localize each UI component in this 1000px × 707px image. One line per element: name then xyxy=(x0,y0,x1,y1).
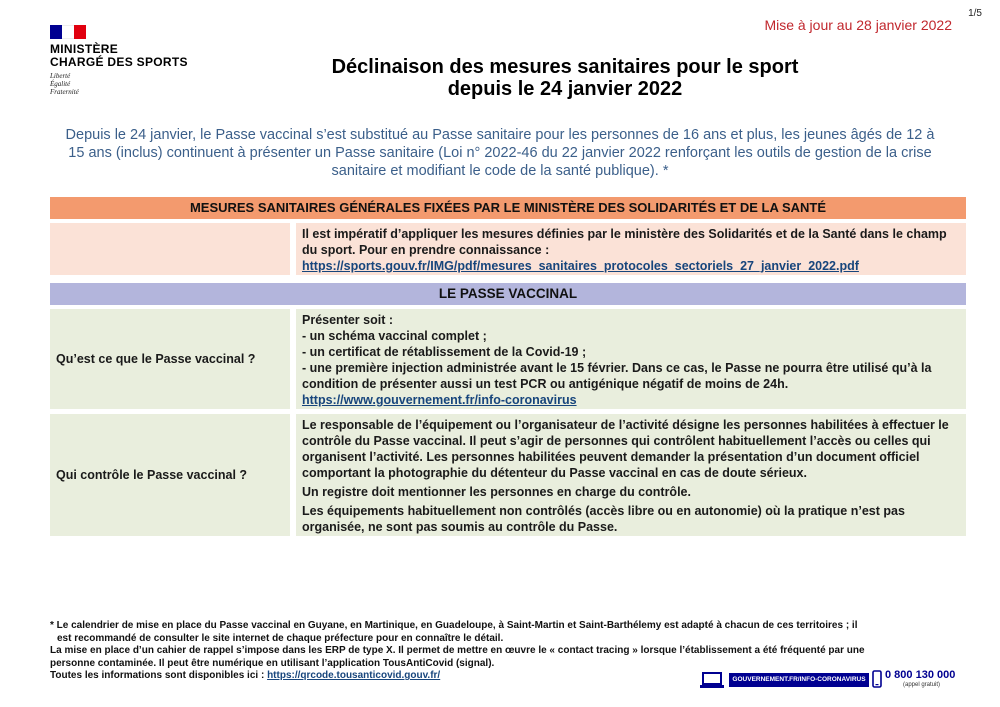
page-number: 1/5 xyxy=(968,8,982,19)
hotline-note: (appel gratuit) xyxy=(903,682,941,688)
answer-line: Présenter soit : xyxy=(302,313,394,327)
ministry-line: CHARGÉ DES SPORTS xyxy=(50,55,188,69)
tousanticovid-link[interactable]: https://qrcode.tousanticovid.gouv.fr/ xyxy=(267,670,441,681)
gov-info-badge[interactable]: GOUVERNEMENT.FR/INFO-CORONAVIRUS xyxy=(729,673,869,687)
laptop-icon xyxy=(700,672,724,688)
table-row xyxy=(50,414,966,536)
motto-fraternite: Fraternité xyxy=(50,88,79,96)
republic-motto xyxy=(50,72,79,96)
update-date: Mise à jour au 28 janvier 2022 xyxy=(764,17,952,33)
ministry-logo xyxy=(50,43,188,69)
french-flag-icon xyxy=(50,25,86,39)
answer-paragraph: Les équipements habituellement non contrôlés (accès libre ou en autonomie) où la pratique n’est pas organisée, ne sont pas soumis au contrôle du Passe. xyxy=(302,504,905,534)
section-heading-general-measures: MESURES SANITAIRES GÉNÉRALES FIXÉES PAR LE MINISTÈRE DES SOLIDARITÉS ET DE LA SANTÉ xyxy=(50,197,966,219)
footnote-line: * Le calendrier de mise en place du Passe vaccinal en Guyane, en Martinique, en Guadeloupe, à Saint-Martin et Saint-Barthélemy est adapté à chacun de ces territoires ; il xyxy=(50,620,858,631)
answer-paragraph: Le responsable de l’équipement ou l’organisateur de l’activité désigne les personnes habilitées à effectuer le contrôle du Passe vaccinal. Il peut s’agir de personnes qui contrôlent habituellement l’accès ou celles qui organisent l’activité. Les personnes habilitées peuvent demander la présentation d’un document officiel comportant la photographie du détenteur du Passe vaccinal en cas de doute sérieux. xyxy=(302,418,949,480)
title-line: depuis le 24 janvier 2022 xyxy=(447,78,683,100)
row-answer xyxy=(296,309,966,409)
empty-label-cell xyxy=(50,223,290,275)
footnote-line: La mise en place d’un cahier de rappel s’impose dans les ERP de type X. Il permet de mettre en œuvre le « contact tracing » lorsque l’établissement a été fréquenté par une xyxy=(50,645,865,656)
info-coronavirus-link[interactable]: https://www.gouvernement.fr/info-coronavirus xyxy=(302,393,577,407)
motto-egalite: Égalité xyxy=(50,80,71,88)
protocols-link[interactable]: https://sports.gouv.fr/IMG/pdf/mesures_sanitaires_protocoles_sectoriels_27_janvier_2022.pdf xyxy=(302,259,859,273)
answer-line: - un certificat de rétablissement de la Covid-19 ; xyxy=(302,345,587,359)
row-question: Qu’est ce que le Passe vaccinal ? xyxy=(50,309,290,409)
hotline-number: 0 800 130 000 xyxy=(885,669,956,681)
general-measures-text: Il est impératif d’appliquer les mesures définies par le ministère des Solidarités et de la Santé dans le champ du sport. Pour en prendre connaissance : xyxy=(302,227,947,257)
ministry-line: MINISTÈRE xyxy=(50,42,119,56)
general-measures-row xyxy=(50,223,966,275)
intro-paragraph: Depuis le 24 janvier, le Passe vaccinal s’est substitué au Passe sanitaire pour les personnes de 16 ans et plus, les jeunes âgés de 12 à 15 ans (inclus) continuent à présenter un Passe sanitaire (Loi n° 2022-46 du 22 janvier 2022 renforçant les outils de gestion de la crise sanitaire et modifiant le code de la santé publique). * xyxy=(65,127,935,179)
section-heading-passe-vaccinal: LE PASSE VACCINAL xyxy=(50,283,966,305)
answer-line: - une première injection administrée avant le 15 février. Dans ce cas, le Passe ne pourra être utilisé qu’à la condition de présenter aussi un test PCR ou antigénique négatif de moins de 24h. xyxy=(302,361,932,391)
footnote-line: personne contaminée. Il peut être numérique en utilisant l’application TousAntiCovid (signal). xyxy=(50,657,495,669)
row-answer xyxy=(296,414,966,536)
phone-icon xyxy=(872,670,882,688)
motto-liberte: Liberté xyxy=(50,72,71,80)
table-row xyxy=(50,309,966,409)
answer-paragraph: Un registre doit mentionner les personnes en charge du contrôle. xyxy=(302,485,691,499)
row-question: Qui contrôle le Passe vaccinal ? xyxy=(50,414,290,536)
title-line: Déclinaison des mesures sanitaires pour le sport xyxy=(331,56,799,78)
answer-line: - un schéma vaccinal complet ; xyxy=(302,329,487,343)
footnote-line: est recommandé de consulter le site internet de chaque préfecture pour en connaître le détail. xyxy=(57,632,504,644)
page-title xyxy=(200,56,930,100)
footnote-info-prefix: Toutes les informations sont disponibles ici : xyxy=(50,670,268,681)
general-measures-cell xyxy=(296,223,966,275)
